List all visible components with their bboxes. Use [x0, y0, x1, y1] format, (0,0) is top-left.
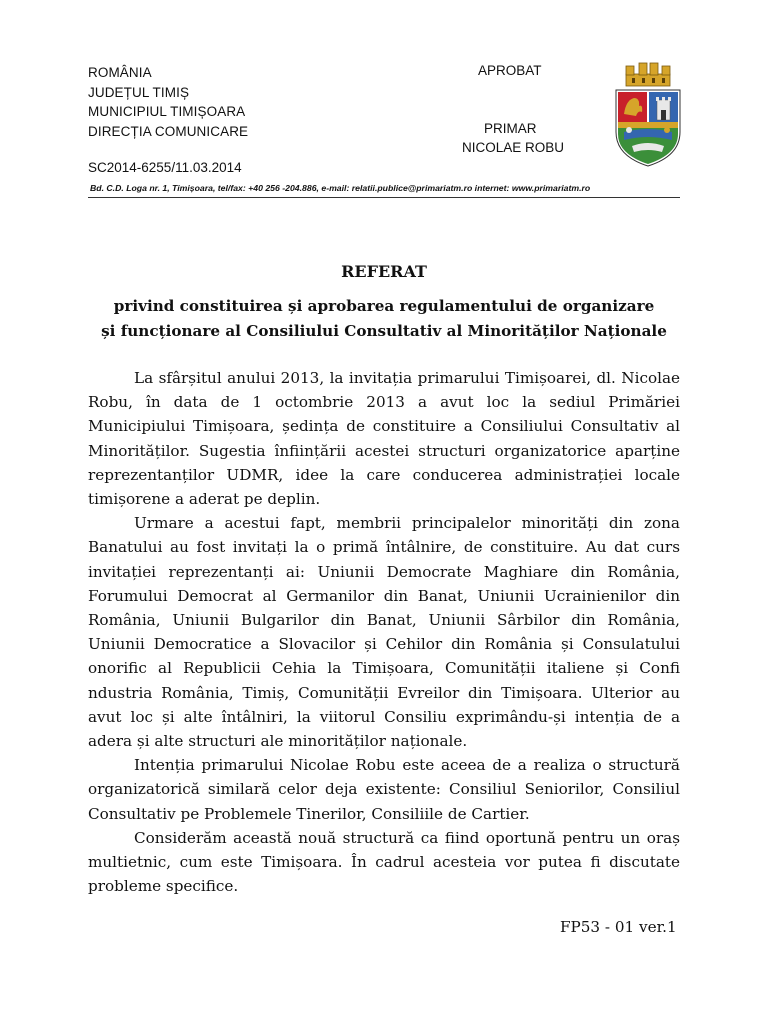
issuer-country: ROMÂNIA — [88, 65, 152, 80]
timisoara-coat-of-arms-icon — [612, 60, 684, 168]
issuer-block — [88, 63, 248, 141]
form-code: FP53 - 01 ver.1 — [560, 918, 677, 936]
signatory-name: NICOLAE ROBU — [462, 140, 565, 155]
issuer-department: DIRECȚIA COMUNICARE — [88, 123, 249, 139]
subtitle-line: privind constituirea și aprobarea regulamentului de organizare — [113, 297, 655, 315]
registration-number: SC2014-6255/11.03.2014 — [88, 160, 242, 175]
body-paragraph: Intenția primarului Nicolae Robu este aceea de a realiza o structură organizatorică similară celor deja existente: Consiliul Seniorilor, Consiliul Consultativ pe Problemele Tinerilor, Consiliile de Cartier. — [88, 756, 680, 823]
contact-details: Bd. C.D. Loga nr. 1, Timișoara, tel/fax: +40 256 -204.886, e-mail: relatii.publice@primariatm.ro internet: www.primariatm.ro — [90, 183, 591, 193]
body-paragraph: Urmare a acestui fapt, membrii principalelor minorități din zona Banatului au fost invitați la o primă întâlnire, de constituire. Au dat curs invitației reprezentanți ai: Uniunii Democrate Maghiare din România, Forumului Democrat al Germanilor din Banat, Uniunii Ucrainienilor din România, Uniunii Bulgarilor din Banat, Uniunii Sârbilor din România, Uniunii Democratice a Slovacilor și Cehilor din România și Consulatului onorific al Republicii Cehia la Timișoara, Comunității italiene și Confi ndustria România, Timiș, Comunității Evreilor din Timișoara. Ulterior au avut loc și alte întâlniri, la viitorul Consiliu exprimându-și intenția de a adera și alte structuri ale minorităților naționale. — [88, 514, 680, 751]
issuer-municipality: MUNICIPIUL TIMIȘOARA — [88, 104, 246, 119]
issuer-county: JUDEȚUL TIMIȘ — [88, 84, 190, 100]
signatory-title: PRIMAR — [484, 121, 537, 136]
document-subtitle — [0, 294, 768, 344]
mural-crown-icon — [626, 63, 670, 86]
body-paragraph: La sfârșitul anului 2013, la invitația primarului Timișoarei, dl. Nicolae Robu, în data de 1 octombrie 2013 a avut loc la sediul Primăriei Municipiului Timișoara, ședința de constituire a Consiliului Consultativ al Minorităților. Sugestia înființării acestei structuri organizatorice aparține reprezentanților UDMR, idee la care conducerea administrației locale timișorene a aderat pe deplin. — [88, 369, 680, 509]
approval-label: APROBAT — [478, 63, 542, 78]
body-paragraph: Considerăm această nouă structură ca fiind oportună pentru un oraș multietnic, cum este Timișoara. În cadrul acesteia vor putea fi discutate probleme specifice. — [88, 828, 680, 896]
subtitle-line: și funcționare al Consiliului Consultativ al Minorităților Naționale — [101, 322, 667, 340]
document-body — [88, 366, 680, 898]
document-title: REFERAT — [341, 262, 427, 281]
header-divider — [88, 197, 680, 198]
